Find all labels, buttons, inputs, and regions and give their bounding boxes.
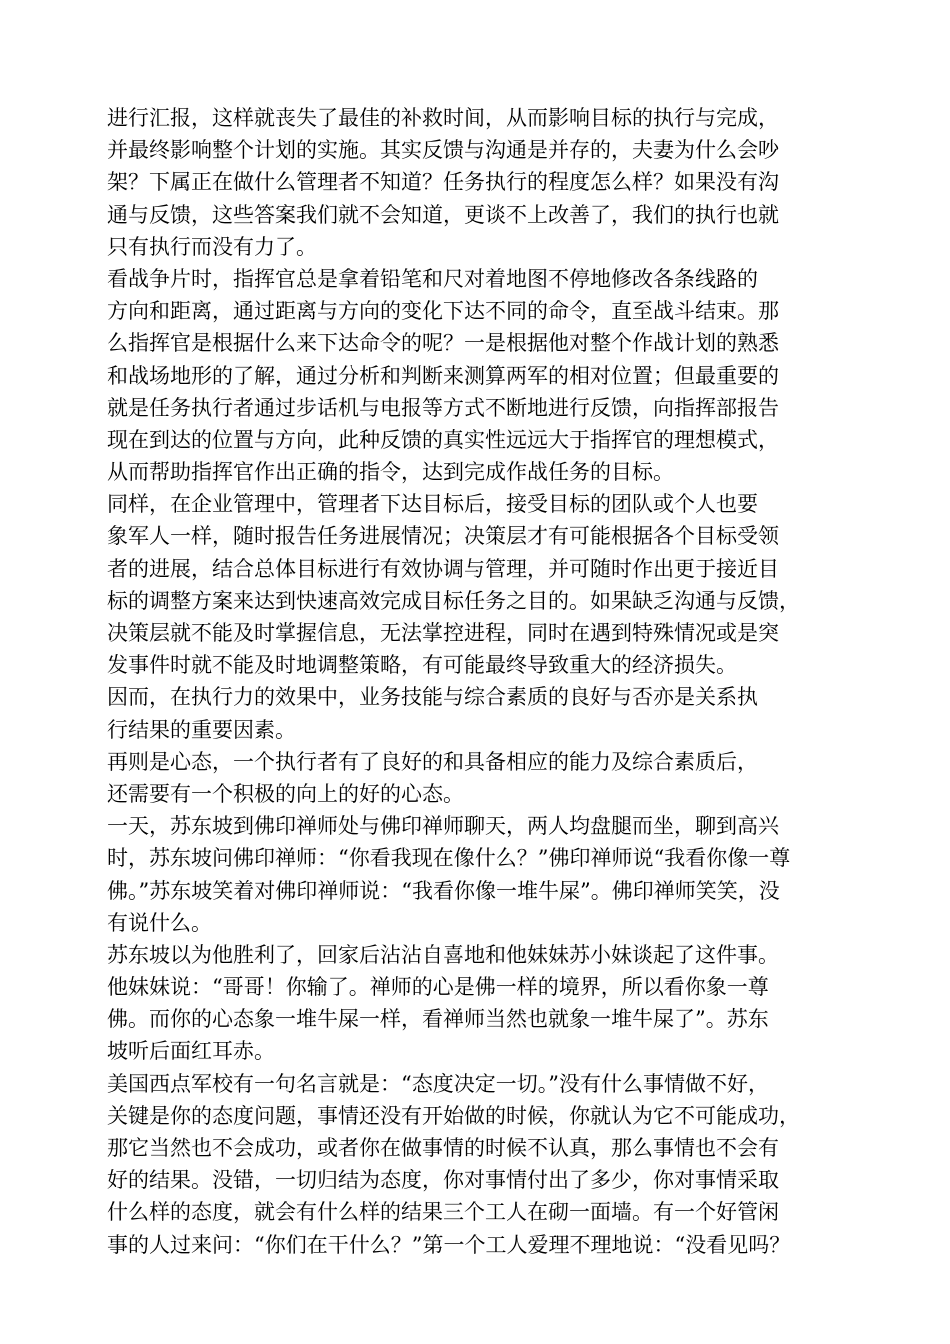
text-line: 么指挥官是根据什么来下达命令的呢？一是根据他对整个作战计划的熟悉	[107, 331, 779, 356]
text-line: 象军人一样，随时报告任务进展情况；决策层才有可能根据各个目标受领	[107, 524, 779, 549]
text-line: 决策层就不能及时掌握信息，无法掌控进程，同时在遇到特殊情况或是突	[107, 621, 779, 645]
text-line: 者的进展，结合总体目标进行有效协调与管理，并可随时作出更于接近目	[107, 556, 779, 581]
text-line: 和战场地形的了解，通过分析和判断来测算两军的相对位置；但最重要的	[107, 363, 779, 388]
text-line: 并最终影响整个计划的实施。其实反馈与沟通是并存的，夫妻为什么会吵	[107, 138, 779, 163]
text-line: 从而帮助指挥官作出正确的指令，达到完成作战任务的目标。	[107, 460, 674, 485]
text-line: 现在到达的位置与方向，此种反馈的真实性远远大于指挥官的理想模式，	[107, 427, 779, 452]
text-line: 什么样的态度，就会有什么样的结果三个工人在砌一面墙。有一个好管闲	[107, 1200, 779, 1225]
text-line: 坡听后面红耳赤。	[107, 1039, 275, 1064]
text-line: 一天，苏东坡到佛印禅师处与佛印禅师聊天，两人均盘腿而坐，聊到高兴	[107, 814, 779, 839]
text-line: 通与反馈，这些答案我们就不会知道，更谈不上改善了，我们的执行也就	[107, 202, 779, 227]
text-line: 方向和距离，通过距离与方向的变化下达不同的命令，直至战斗结束。那	[107, 299, 779, 324]
text-line: 有说什么。	[107, 910, 212, 935]
text-line: 再则是心态，一个执行者有了良好的和具备相应的能力及综合素质后，	[107, 749, 758, 774]
text-line: 苏东坡以为他胜利了，回家后沾沾自喜地和他妹妹苏小妹谈起了这件事。	[107, 942, 779, 967]
text-line: 架？下属正在做什么管理者不知道？任务执行的程度怎么样？如果没有沟	[107, 170, 779, 195]
text-line: 关键是你的态度问题，事情还没有开始做的时候，你就认为它不可能成功，	[107, 1103, 800, 1128]
text-line: 美国西点军校有一句名言就是：“态度决定一切。”没有什么事情做不好，	[107, 1071, 769, 1096]
text-line: 佛。”苏东坡笑着对佛印禅师说：“我看你像一堆牛屎”。佛印禅师笑笑，没	[107, 878, 780, 903]
text-line: 就是任务执行者通过步话机与电报等方式不断地进行反馈，向指挥部报告	[107, 395, 779, 420]
document-body	[107, 102, 867, 1261]
text-line: 还需要有一个积极的向上的好的心态。	[107, 781, 464, 806]
text-line: 他妹妹说：“哥哥！你输了。禅师的心是佛一样的境界，所以看你象一尊	[107, 975, 769, 1000]
text-line: 那它当然也不会成功，或者你在做事情的时候不认真，那么事情也不会有	[107, 1136, 779, 1160]
text-line: 因而，在执行力的效果中，业务技能与综合素质的良好与否亦是关系执	[107, 685, 758, 710]
text-line: 佛。而你的心态象一堆牛屎一样，看禅师当然也就象一堆牛屎了”。苏东	[107, 1007, 769, 1032]
text-line: 只有执行而没有力了。	[107, 234, 317, 259]
text-line: 好的结果。没错，一切归结为态度，你对事情付出了多少，你对事情采取	[107, 1168, 779, 1193]
text-line: 行结果的重要因素。	[107, 717, 296, 742]
text-line: 看战争片时，指挥官总是拿着铅笔和尺对着地图不停地修改各条线路的	[107, 266, 758, 291]
text-line: 同样，在企业管理中，管理者下达目标后，接受目标的团队或个人也要	[107, 492, 758, 517]
text-line: 事的人过来问：“你们在干什么？”第一个工人爱理不理地说：“没看见吗？	[107, 1232, 791, 1257]
text-line: 标的调整方案来达到快速高效完成目标任务之目的。如果缺乏沟通与反馈，	[107, 588, 800, 613]
text-line: 进行汇报，这样就丧失了最佳的补救时间，从而影响目标的执行与完成，	[107, 106, 779, 130]
text-line: 时，苏东坡问佛印禅师：“你看我现在像什么？”佛印禅师说“我看你像一尊	[107, 846, 791, 871]
text-line: 发事件时就不能及时地调整策略，有可能最终导致重大的经济损失。	[107, 653, 737, 678]
